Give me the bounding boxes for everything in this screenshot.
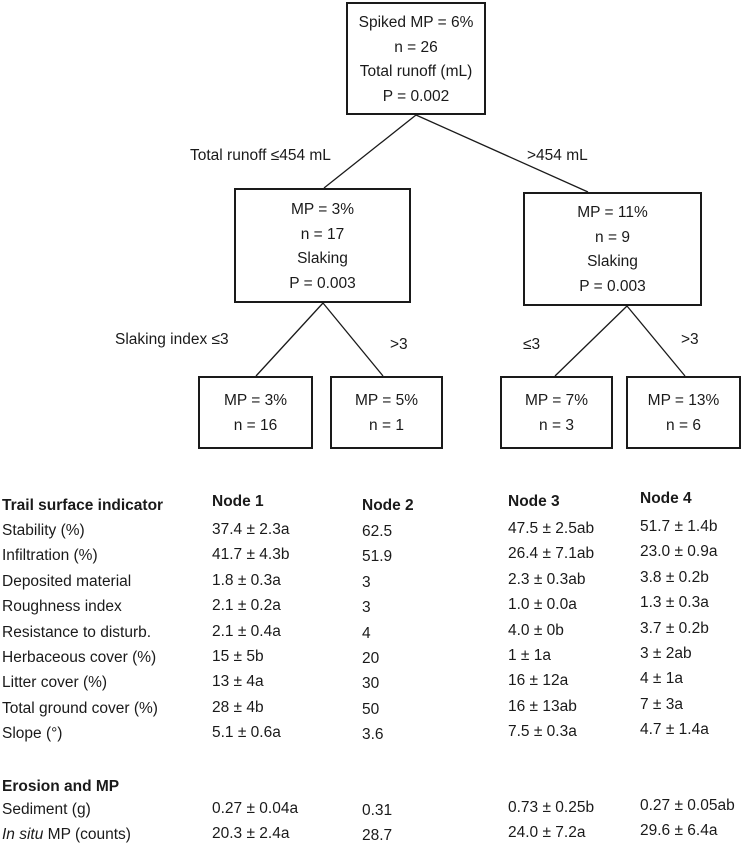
table-cell: 0.27 ± 0.05ab [640,797,735,814]
edge-label-runoff-low: Total runoff ≤454 mL [190,147,331,164]
right-split-n: n = 9 [595,228,630,246]
root-node [346,2,486,115]
table-cell: 0.73 ± 0.25b [508,799,595,816]
leaf-node-3 [500,376,613,449]
table-cell: 29.6 ± 6.4a [640,822,718,839]
table-cell: 20.3 ± 2.4a [212,825,290,842]
row-label: Roughness index [2,598,122,616]
table-cell: 4 ± 1a [640,670,683,688]
root-p-value: P = 0.002 [382,87,450,105]
root-mp: Spiked MP = 6% [358,14,474,31]
column-header: Node 1 [212,493,264,510]
table-cell: 3 [362,599,371,617]
table-cell: 51.7 ± 1.4b [640,518,718,535]
table-cell: 28.7 [362,827,393,844]
row-label: Infiltration (%) [2,547,98,565]
row-label: Herbaceous cover (%) [2,649,157,666]
table-cell: 23.0 ± 0.9a [640,543,718,561]
left-split-mp: MP = 3% [290,201,355,218]
leaf-4-n: n = 6 [666,416,701,434]
left-split-p-value: P = 0.003 [289,274,356,292]
table-cell: 20 [362,650,380,667]
table-cell: 24.0 ± 7.2a [508,824,586,841]
leaf-2-n: n = 1 [369,416,404,434]
leaf-node-4 [626,376,741,449]
column-header: Node 2 [362,497,414,514]
row-label: Stability (%) [2,522,85,539]
root-n: n = 26 [394,38,438,56]
edge-label-slaking-right-low: ≤3 [523,336,541,353]
table-cell: 1.8 ± 0.3a [212,571,281,589]
edge-root-left [324,115,416,188]
column-header: Node 4 [640,490,692,507]
table-cell: 3.8 ± 0.2b [640,568,709,586]
table-cell: 50 [362,700,380,718]
edge-left-leaf2 [323,303,383,376]
table-cell: 1 ± 1a [508,647,551,664]
table-cell: 2.3 ± 0.3ab [508,570,586,588]
right-split-p-value: P = 0.003 [579,277,646,295]
row-label: Litter cover (%) [2,674,108,692]
table-cell: 3 [362,573,371,591]
left-split-variable: Slaking [297,250,348,267]
left-split-node [234,188,411,303]
table-cell: 26.4 ± 7.1ab [508,545,595,563]
left-split-n: n = 17 [300,225,345,243]
table-section-header: Erosion and MP [2,778,120,795]
leaf-node-1 [198,376,313,449]
table-cell: 5.1 ± 0.6a [212,724,281,742]
table-section-header: Trail surface indicator [2,497,164,514]
leaf-3-mp: MP = 7% [524,392,589,409]
table-cell: 0.27 ± 0.04a [212,800,299,817]
edge-label-runoff-high: >454 mL [527,147,588,164]
table-cell: 3.7 ± 0.2b [640,619,709,637]
right-split-mp: MP = 11% [577,204,648,221]
row-label: Resistance to disturb. [2,623,152,641]
table-cell: 41.7 ± 4.3b [212,546,290,564]
leaf-1-mp: MP = 3% [223,392,288,409]
edge-right-leaf3 [555,306,627,376]
table-cell: 16 ± 13ab [508,697,577,715]
table-cell: 2.1 ± 0.2a [212,597,281,615]
table-cell: 3.6 [362,726,384,744]
row-label: Sediment (g) [2,801,91,818]
root-variable: Total runoff (mL) [359,63,473,80]
leaf-2-mp: MP = 5% [354,392,419,409]
table-cell: 47.5 ± 2.5ab [508,520,595,537]
table-cell: 3 ± 2ab [640,645,692,662]
edge-label-slaking-left-high: >3 [390,336,408,353]
right-split-node [523,192,702,306]
row-label: Deposited material [2,572,132,590]
right-split-variable: Slaking [587,253,638,270]
leaf-node-2 [330,376,443,449]
row-label: Slope (°) [2,725,63,743]
table-cell: 7 ± 3a [640,695,683,713]
table-cell: 13 ± 4a [212,673,264,691]
row-label: Total ground cover (%) [2,699,158,717]
table-cell: 7.5 ± 0.3a [508,723,577,741]
leaf-1-n: n = 16 [233,416,278,434]
edge-left-leaf1 [256,303,323,376]
table-cell: 1.0 ± 0.0a [508,596,577,614]
table-cell: 16 ± 12a [508,672,569,690]
table-cell: 2.1 ± 0.4a [212,622,281,640]
row-label-italic: In situ [2,826,44,843]
table-cell: 4.7 ± 1.4a [640,721,709,739]
table-cell: 51.9 [362,548,393,566]
leaf-4-mp: MP = 13% [647,392,720,409]
table-cell: 1.3 ± 0.3a [640,594,709,612]
edge-right-leaf4 [627,306,685,376]
row-label [2,825,131,845]
row-label-rest: MP (counts) [43,826,131,843]
table-cell: 62.5 [362,523,393,540]
table-cell: 37.4 ± 2.3a [212,521,290,538]
table-cell: 0.31 [362,802,393,819]
edge-label-slaking-left-low: Slaking index ≤3 [115,331,229,348]
column-header: Node 3 [508,493,560,510]
table-cell: 4.0 ± 0b [508,621,564,639]
table-cell: 28 ± 4b [212,698,264,716]
table-cell: 4 [362,624,371,642]
table-cell: 15 ± 5b [212,648,264,665]
leaf-3-n: n = 3 [539,416,574,434]
edge-label-slaking-right-high: >3 [681,331,699,348]
table-cell: 30 [362,675,380,693]
